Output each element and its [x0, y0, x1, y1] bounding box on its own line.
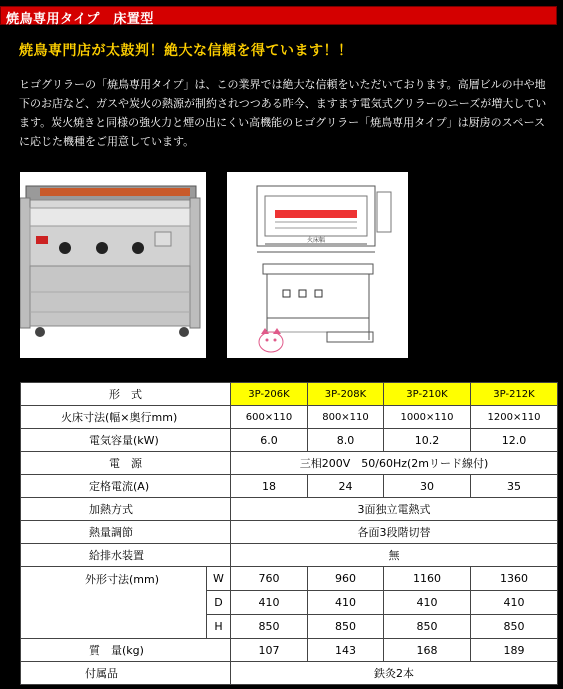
label-heating: 加熱方式	[21, 498, 231, 521]
value-cell: 850	[308, 615, 384, 639]
table-row	[21, 662, 558, 685]
value-cell: 189	[471, 639, 558, 662]
value-cell: 30	[384, 475, 471, 498]
value-cell: 1000×110	[384, 406, 471, 429]
drawing-dim-label: 火床幅	[306, 237, 326, 244]
value-cell: 1200×110	[471, 406, 558, 429]
label-outer-dims: 外形寸法(mm)	[21, 567, 207, 639]
value-cell: 10.2	[384, 429, 471, 452]
spec-table	[20, 382, 558, 685]
product-photo	[20, 172, 206, 358]
value-cell: 1360	[471, 567, 558, 591]
label-mass: 質 量(kg)	[21, 639, 231, 662]
table-row	[21, 498, 558, 521]
label-current: 定格電流(A)	[21, 475, 231, 498]
headline: 焼鳥専門店が太鼓判！絶大な信頼を得ています！！	[19, 43, 353, 59]
value-cell: 三相200V 50/60Hz(2mリード線付)	[231, 452, 558, 475]
axis-cell: W	[207, 567, 231, 591]
value-cell: 850	[471, 615, 558, 639]
value-cell: 960	[308, 567, 384, 591]
table-row	[21, 383, 558, 406]
table-row	[21, 475, 558, 498]
value-cell: 410	[384, 591, 471, 615]
value-cell: 850	[231, 615, 308, 639]
value-cell: 1160	[384, 567, 471, 591]
value-cell: 無	[231, 544, 558, 567]
model-cell: 3P-208K	[308, 383, 384, 406]
title-bar	[0, 6, 557, 25]
value-cell: 12.0	[471, 429, 558, 452]
value-cell: 410	[231, 591, 308, 615]
value-cell: 8.0	[308, 429, 384, 452]
value-cell: 各面3段階切替	[231, 521, 558, 544]
table-row	[21, 639, 558, 662]
axis-cell: D	[207, 591, 231, 615]
label-power: 電 源	[21, 452, 231, 475]
page-title: 焼鳥専用タイプ 床置型	[6, 12, 154, 27]
value-cell: 18	[231, 475, 308, 498]
value-cell: 800×110	[308, 406, 384, 429]
value-cell: 168	[384, 639, 471, 662]
value-cell: 600×110	[231, 406, 308, 429]
label-heat-adjust: 熱量調節	[21, 521, 231, 544]
value-cell: 35	[471, 475, 558, 498]
technical-drawing	[227, 172, 408, 358]
label-water: 給排水装置	[21, 544, 231, 567]
model-cell: 3P-210K	[384, 383, 471, 406]
value-cell: 6.0	[231, 429, 308, 452]
table-row	[21, 452, 558, 475]
value-cell: 760	[231, 567, 308, 591]
description: ヒゴグリラーの「焼鳥専用タイプ」は、この業界では絶大な信頼をいただいております。高層ビルの中や地下のお店など、ガスや炭火の熱源が制約されつつある昨今、ますます電気式グリラーのニーズが増大しています。炭火焼きと同様の強火力と煙の出にくい高機能のヒゴグリラー「焼鳥専用タイプ」は厨房のスペースに応じた機種をご用意しています。	[19, 78, 547, 148]
value-cell: 鉄灸2本	[231, 662, 558, 685]
table-row	[21, 521, 558, 544]
label-capacity: 電気容量(kW)	[21, 429, 231, 452]
value-cell: 143	[308, 639, 384, 662]
table-row	[21, 544, 558, 567]
value-cell: 3面独立電熱式	[231, 498, 558, 521]
model-cell: 3P-212K	[471, 383, 558, 406]
label-fire-bed: 火床寸法(幅×奥行mm)	[21, 406, 231, 429]
axis-cell: H	[207, 615, 231, 639]
value-cell: 24	[308, 475, 384, 498]
label-accessory: 付属品	[21, 662, 231, 685]
label-model: 形 式	[21, 383, 231, 406]
table-row	[21, 567, 558, 591]
table-row	[21, 429, 558, 452]
value-cell: 107	[231, 639, 308, 662]
value-cell: 850	[384, 615, 471, 639]
value-cell: 410	[308, 591, 384, 615]
table-row	[21, 406, 558, 429]
model-cell: 3P-206K	[231, 383, 308, 406]
value-cell: 410	[471, 591, 558, 615]
